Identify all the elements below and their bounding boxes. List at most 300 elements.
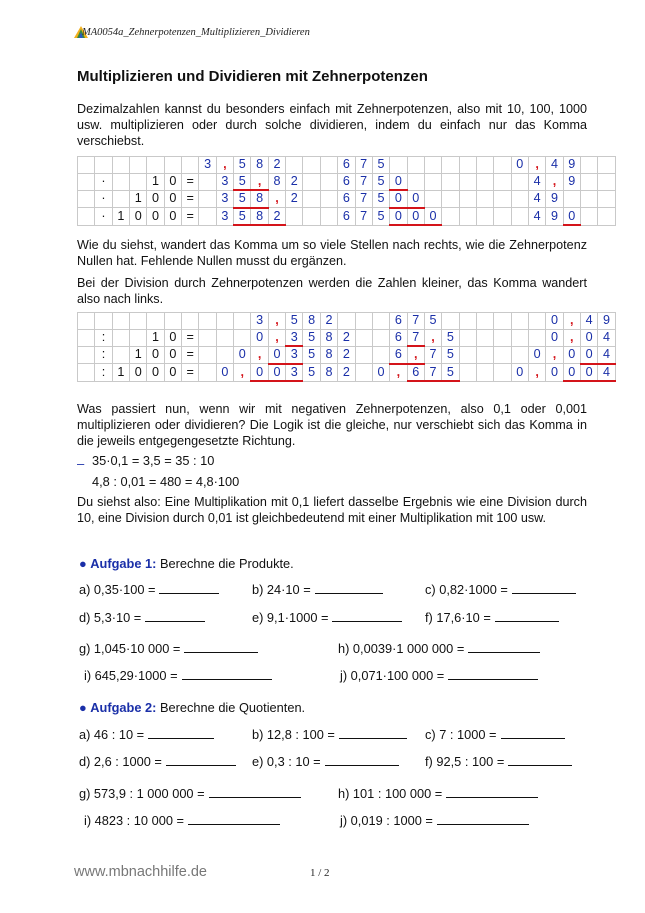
grid-cell: · [95,190,112,208]
grid-cell: 5 [234,173,251,190]
grid-cell [320,173,337,190]
task-expression: d) 5,3·10 = [79,610,142,625]
grid-cell: 1 [112,364,129,382]
grid-cell [320,190,337,208]
grid-cell [130,313,147,330]
task-item [252,754,399,769]
grid-cell: 6 [338,157,355,174]
grid-cell [511,190,528,208]
grid-cell: 0 [164,190,181,208]
grid-cell [130,173,147,190]
task-item [79,727,214,742]
grid-cell [494,208,511,226]
grid-cell: 5 [303,364,320,382]
grid-cell: 0 [407,190,424,208]
grid-cell [320,157,337,174]
grid-cell: , [268,190,285,208]
task-1-text: Berechne die Produkte. [159,556,294,571]
task-item [252,727,407,742]
grid-cell: 0 [390,173,407,190]
grid-cell [442,190,459,208]
grid-cell: 8 [320,346,337,364]
grid-cell: 7 [424,346,441,364]
grid-cell [511,329,528,346]
grid-cell [442,173,459,190]
grid-cell [78,364,95,382]
division-table [77,312,616,382]
grid-cell: : [95,329,112,346]
grid-cell [199,190,216,208]
answer-blank[interactable] [448,669,538,680]
grid-cell [511,208,528,226]
grid-cell: 4 [580,313,597,330]
answer-blank[interactable] [182,669,272,680]
task-expression: e) 9,1·1000 = [252,610,329,625]
grid-cell [199,364,216,382]
grid-cell: 8 [320,329,337,346]
grid-cell: , [268,313,285,330]
grid-cell [216,346,233,364]
grid-cell [511,346,528,364]
grid-cell [199,173,216,190]
table-row [78,346,616,364]
grid-cell: 5 [372,157,389,174]
grid-cell [78,329,95,346]
grid-cell: 0 [268,346,285,364]
grid-cell [216,329,233,346]
grid-cell: , [390,364,407,382]
grid-cell [303,190,320,208]
grid-cell: 0 [268,364,285,382]
grid-cell [112,157,129,174]
task-item [84,668,272,683]
grid-cell [459,190,476,208]
grid-cell [78,346,95,364]
grid-cell: 7 [355,208,372,226]
answer-blank[interactable] [148,728,214,739]
task-item [252,610,402,625]
grid-cell [372,313,389,330]
task-expression: a) 46 : 10 = [79,727,145,742]
grid-cell: 1 [130,190,147,208]
grid-cell: 0 [147,346,164,364]
grid-cell [78,157,95,174]
grid-cell [528,329,545,346]
task-item [79,754,236,769]
grid-cell: 7 [355,157,372,174]
grid-cell [234,329,251,346]
task-item [252,582,383,597]
intro-paragraph: Dezimalzahlen kannst du besonders einfach mit Zehnerpotenzen, also mit 10, 100, 1000 usw. multiplizieren oder durch solche dividieren, indem du einfach nur das Komma verschiebst. [77,102,587,148]
answer-blank[interactable] [468,642,540,653]
answer-blank[interactable] [339,728,407,739]
grid-cell: 5 [372,173,389,190]
grid-cell: 7 [424,364,441,382]
table-row [78,364,616,382]
answer-blank[interactable] [495,611,559,622]
grid-cell: 7 [407,313,424,330]
task-2-text: Berechne die Quotienten. [159,700,306,715]
grid-cell [459,346,476,364]
grid-cell [338,313,355,330]
grid-cell: , [563,329,580,346]
answer-blank[interactable] [188,814,280,825]
grid-cell [286,208,303,226]
bullet-icon: ● [79,556,87,571]
answer-blank[interactable] [501,728,565,739]
grid-cell [355,313,372,330]
answer-blank[interactable] [508,755,572,766]
grid-cell [598,173,615,190]
grid-cell: 5 [286,313,303,330]
grid-cell [528,313,545,330]
task-expression: g) 573,9 : 1 000 000 = [79,786,205,801]
task-expression: f) 92,5 : 100 = [425,754,505,769]
document-header: MA0054a_Zehnerpotenzen_Multiplizieren_Dividieren [82,27,310,38]
grid-cell: 0 [251,329,268,346]
grid-cell: , [563,313,580,330]
grid-cell: 0 [563,364,580,382]
grid-cell [459,208,476,226]
grid-cell: 3 [216,208,233,226]
grid-cell: , [234,364,251,382]
task-item [425,754,572,769]
grid-cell: 0 [164,364,181,382]
answer-blank[interactable] [184,642,258,653]
grid-cell: 0 [147,208,164,226]
grid-cell [476,313,493,330]
grid-cell: 5 [442,329,459,346]
page-number: 1 / 2 [310,867,330,879]
grid-cell [580,208,597,226]
grid-cell [182,313,199,330]
grid-cell: 4 [598,346,615,364]
grid-cell [199,346,216,364]
grid-cell: = [182,346,199,364]
task-item [425,610,559,625]
grid-cell [494,364,511,382]
grid-cell [130,329,147,346]
grid-cell: 4 [528,173,545,190]
task-expression: e) 0,3 : 10 = [252,754,321,769]
grid-cell [407,173,424,190]
task-expression: i) 4823 : 10 000 = [84,813,184,828]
grid-cell: 0 [580,364,597,382]
grid-cell: 8 [251,157,268,174]
grid-cell: 0 [251,364,268,382]
conclusion-paragraph: Du siehst also: Eine Multiplikation mit 0,1 liefert dasselbe Ergebnis wie eine Division durch 10, eine Division durch 0,01 ist gleichbedeutend mit einer Multiplikation mit 100 usw. [77,495,587,525]
grid-cell: 4 [528,190,545,208]
grid-cell [494,157,511,174]
grid-cell: 0 [424,208,441,226]
task-item [425,727,565,742]
division-intro: Bei der Division durch Zehnerpotenzen werden die Zahlen kleiner, das Komma wandert also nach links. [77,276,587,306]
grid-cell: 4 [598,364,615,382]
grid-cell [424,190,441,208]
grid-cell: · [95,173,112,190]
grid-cell [476,157,493,174]
grid-cell: 1 [147,329,164,346]
answer-blank[interactable] [315,583,383,594]
grid-cell: 6 [390,329,407,346]
answer-blank[interactable] [209,787,301,798]
task-item [84,813,280,828]
grid-cell: : [95,364,112,382]
grid-cell: , [268,329,285,346]
grid-cell: 9 [563,173,580,190]
grid-cell: 0 [164,346,181,364]
example-dash: – [77,456,85,471]
grid-cell [494,313,511,330]
answer-blank[interactable] [145,611,205,622]
grid-cell [78,313,95,330]
task-item [338,641,540,656]
task-2-label: Aufgabe 2: [90,700,157,715]
grid-cell: 0 [546,364,563,382]
grid-cell [182,157,199,174]
answer-blank[interactable] [159,583,219,594]
task-1-heading [79,556,294,571]
task-expression: h) 0,0039·1 000 000 = [338,641,465,656]
grid-cell: = [182,208,199,226]
grid-cell: , [251,346,268,364]
grid-cell [372,346,389,364]
grid-cell: 3 [286,364,303,382]
grid-cell: 1 [130,346,147,364]
answer-blank[interactable] [166,755,236,766]
grid-cell [320,208,337,226]
grid-cell [511,313,528,330]
grid-cell: 0 [164,329,181,346]
grid-cell [78,173,95,190]
grid-cell [494,173,511,190]
grid-cell [459,173,476,190]
grid-cell [303,173,320,190]
grid-cell [164,157,181,174]
grid-cell: 2 [286,190,303,208]
grid-cell: , [424,329,441,346]
negative-powers-text: Was passiert nun, wenn wir mit negativen Zehnerpotenzen, also 0,1 oder 0,001 multiplizieren oder dividieren? Die Logik ist die gleiche, nur verschiebt sich das Komma in die jeweils entgegengesetzte Richtung. [77,402,587,448]
grid-cell: 9 [546,190,563,208]
task-item [79,610,205,625]
grid-cell: 2 [338,329,355,346]
grid-cell [112,346,129,364]
grid-cell [216,313,233,330]
grid-cell: 0 [528,346,545,364]
grid-cell: 0 [130,364,147,382]
task-expression: j) 0,019 : 1000 = [340,813,433,828]
task-expression: g) 1,045·10 000 = [79,641,181,656]
table-row [78,208,616,226]
grid-cell [286,157,303,174]
grid-cell: 5 [234,190,251,208]
grid-cell: 7 [355,190,372,208]
grid-cell [442,208,459,226]
grid-cell [459,329,476,346]
task-expression: j) 0,071·100 000 = [340,668,445,683]
grid-cell: 0 [372,364,389,382]
answer-blank[interactable] [446,787,538,798]
grid-cell: , [528,157,545,174]
grid-cell [234,313,251,330]
grid-cell: 8 [268,173,285,190]
grid-cell: , [528,364,545,382]
grid-cell: , [546,346,563,364]
grid-cell [580,190,597,208]
table-row [78,173,616,190]
grid-cell [95,313,112,330]
grid-cell: = [182,173,199,190]
task-1-label: Aufgabe 1: [90,556,157,571]
grid-cell: 5 [234,157,251,174]
grid-cell: 0 [511,157,528,174]
task-item [79,582,219,597]
answer-blank[interactable] [325,755,399,766]
bullet-icon: ● [79,700,87,715]
grid-cell: 5 [234,208,251,226]
grid-cell: 9 [546,208,563,226]
footer-site: www.mbnachhilfe.de [74,864,207,880]
grid-cell: 0 [407,208,424,226]
grid-cell: 8 [320,364,337,382]
table-row [78,313,616,330]
grid-cell [390,157,407,174]
grid-cell: 0 [216,364,233,382]
grid-cell: 5 [442,364,459,382]
grid-cell [424,173,441,190]
task-expression: h) 101 : 100 000 = [338,786,443,801]
grid-cell [95,157,112,174]
grid-cell: 0 [234,346,251,364]
grid-cell: 5 [303,346,320,364]
task-expression: i) 645,29·1000 = [84,668,178,683]
grid-cell [476,346,493,364]
task-expression: d) 2,6 : 1000 = [79,754,162,769]
task-expression: b) 12,8 : 100 = [252,727,335,742]
grid-cell [598,190,615,208]
grid-cell [199,208,216,226]
grid-cell [199,329,216,346]
grid-cell [303,208,320,226]
grid-cell [147,313,164,330]
grid-cell [424,157,441,174]
answer-blank[interactable] [332,611,402,622]
grid-cell: 3 [216,190,233,208]
grid-cell [598,157,615,174]
grid-cell: 3 [286,329,303,346]
grid-cell: 7 [355,173,372,190]
grid-cell: 0 [580,329,597,346]
grid-cell [355,346,372,364]
grid-cell: 3 [251,313,268,330]
grid-cell: 0 [164,208,181,226]
grid-cell: 5 [372,208,389,226]
grid-cell: 0 [546,313,563,330]
grid-cell: 0 [147,190,164,208]
grid-cell: 8 [303,313,320,330]
grid-cell: , [407,346,424,364]
grid-cell [355,329,372,346]
grid-cell [442,157,459,174]
multiplication-table [77,156,616,226]
grid-cell: , [546,173,563,190]
grid-cell: 0 [147,364,164,382]
grid-cell [407,157,424,174]
grid-cell: 5 [442,346,459,364]
grid-cell: 0 [511,364,528,382]
grid-cell: = [182,364,199,382]
task-item [79,786,301,801]
grid-cell: 1 [147,173,164,190]
task-2-heading [79,700,305,715]
table-row [78,157,616,174]
grid-cell: 6 [338,173,355,190]
grid-cell: 3 [199,157,216,174]
grid-cell [563,190,580,208]
grid-cell [199,313,216,330]
grid-cell [78,190,95,208]
task-item [338,786,538,801]
table-row [78,329,616,346]
grid-cell: 3 [286,346,303,364]
grid-cell [494,346,511,364]
grid-cell: 5 [372,190,389,208]
grid-cell: 0 [130,208,147,226]
grid-cell: 6 [390,346,407,364]
task-expression: f) 17,6·10 = [425,610,491,625]
grid-cell [78,208,95,226]
example-2: 4,8 : 0,01 = 480 = 4,8·100 [92,474,240,489]
grid-cell: 6 [390,313,407,330]
grid-cell: 1 [112,208,129,226]
grid-cell [494,329,511,346]
grid-cell: 2 [320,313,337,330]
grid-cell: 2 [268,208,285,226]
after-multiplication-text: Wie du siehst, wandert das Komma um so viele Stellen nach rechts, wie die Zehnerpotenz Nullen hat. Fehlende Nullen musst du ergänzen. [77,238,587,268]
answer-blank[interactable] [437,814,529,825]
grid-cell [580,157,597,174]
task-expression: c) 0,82·1000 = [425,582,508,597]
grid-cell: 2 [268,157,285,174]
answer-blank[interactable] [512,583,576,594]
grid-cell: = [182,329,199,346]
grid-cell [303,157,320,174]
example-1: 35·0,1 = 3,5 = 35 : 10 [92,453,215,468]
grid-cell: 0 [390,190,407,208]
grid-cell [130,157,147,174]
page-title: Multiplizieren und Dividieren mit Zehnerpotenzen [77,68,428,85]
grid-cell [112,329,129,346]
grid-cell: 4 [598,329,615,346]
grid-cell [164,313,181,330]
task-item [340,668,538,683]
grid-cell: , [251,173,268,190]
grid-cell: , [216,157,233,174]
grid-cell: 9 [563,157,580,174]
grid-cell: 0 [563,208,580,226]
grid-cell [459,157,476,174]
grid-cell [476,364,493,382]
grid-cell: 2 [338,346,355,364]
grid-cell: 5 [424,313,441,330]
grid-cell: 5 [303,329,320,346]
grid-cell: 2 [338,364,355,382]
grid-cell [355,364,372,382]
grid-cell: 0 [164,173,181,190]
task-expression: a) 0,35·100 = [79,582,156,597]
grid-cell [112,313,129,330]
grid-cell [372,329,389,346]
